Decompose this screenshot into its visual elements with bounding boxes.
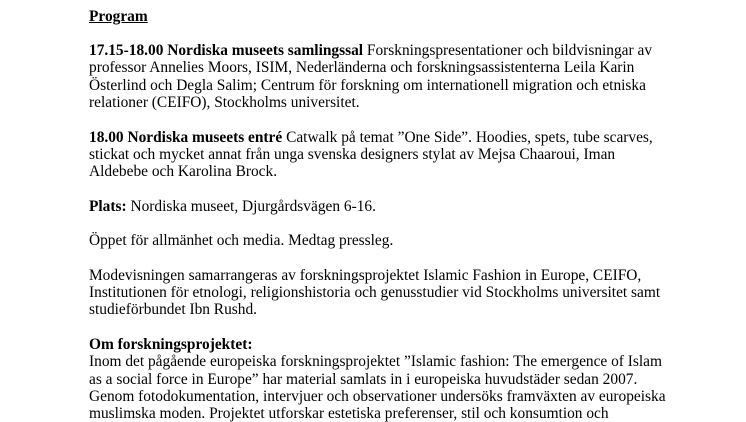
program-heading: Program [89, 8, 148, 25]
about-line-3: Genom fotodokumentation, intervjuer och observationer undersöks framväxten av europeiska [89, 387, 666, 405]
session-2-line-1: Catwalk på temat ”One Side”. Hoodies, spets, tube scarves, [282, 128, 653, 146]
session-2-line-2: stickat och mycket annat från unga svenska designers stylat av Mejsa Chaaroui, Iman [89, 145, 616, 163]
place-value: Nordiska museet, Djurgårdsvägen 6-16. [126, 197, 376, 215]
document-page [89, 8, 739, 422]
session-2-lead: 18.00 Nordiska museets entré [89, 128, 283, 146]
place-paragraph [89, 198, 739, 215]
organizers-paragraph [89, 267, 739, 319]
about-line-1: Inom det pågående europeiska forskningsprojektet ”Islamic fashion: The emergence of Islam [89, 353, 662, 371]
session-1-line-3: Österlind och Degla Salim; Centrum för forskning om internationell migration och etniska [89, 76, 646, 94]
session-1-line-2: professor Annelies Moors, ISIM, Nederländerna och forskningsassistenterna Leila Karin [89, 59, 635, 77]
about-line-4: muslimska moden. Projektet utforskar estetiska preferenser, stil och konsumtion och [89, 404, 609, 422]
place-label: Plats: [89, 197, 127, 215]
session-1-line-4: relationer (CEIFO), Stockholms universitet. [89, 93, 360, 111]
about-title: Om forskningsprojektet: [89, 336, 253, 354]
about-line-2: as a social force in Europe” har material samlats in i europeiska huvudstäder sedan 2007. [89, 370, 638, 388]
about-paragraph [89, 336, 739, 422]
session-1-lead: 17.15-18.00 Nordiska museets samlingssal [89, 42, 364, 60]
organizers-line-2: Institutionen för etnologi, religionshistoria och genusstudier vid Stockholms universitet samt [89, 284, 661, 302]
session-2-line-3: Aldebebe och Karolina Brock. [89, 162, 278, 180]
open-note: Öppet för allmänhet och media. Medtag pressleg. [89, 232, 394, 250]
session-2-paragraph [89, 129, 739, 181]
organizers-line-3: studieförbundet Ibn Rushd. [89, 301, 257, 319]
session-1-paragraph [89, 42, 739, 111]
organizers-line-1: Modevisningen samarrangeras av forskningsprojektet Islamic Fashion in Europe, CEIFO, [89, 267, 642, 285]
session-1-line-1: Forskningspresentationer och bildvisningar av [363, 42, 653, 60]
